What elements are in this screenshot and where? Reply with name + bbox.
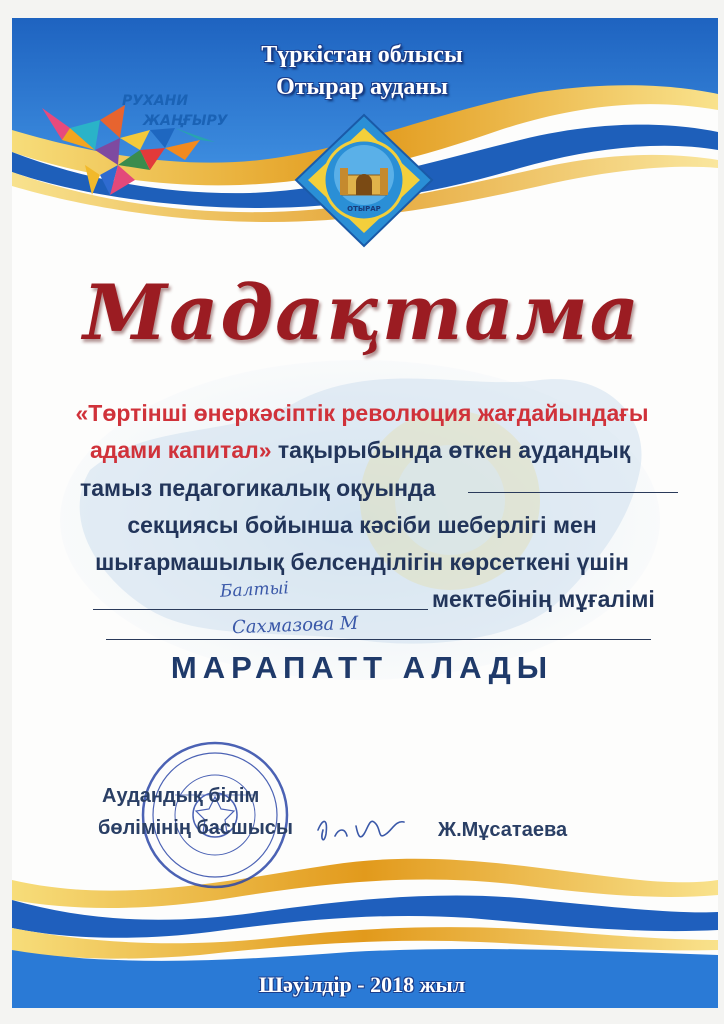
signatory-position-line-1: Аудандық білім (102, 785, 260, 807)
signatory-name: Ж.Мұсатаева (438, 819, 568, 841)
body-line-5: шығармашылық белсенділігін көрсеткені үшін (95, 549, 629, 575)
award-text: МАРАПАТТ АЛАДЫ (170, 650, 554, 685)
brand-line-2: ЖАҢҒЫРУ (143, 113, 228, 129)
body-line-6-suffix: мектебінің мұғалімі (432, 586, 655, 612)
emblem-caption: ОТЫРАР (347, 205, 381, 213)
topic-line-2-rest: тақырыбында өткен аудандық (271, 437, 631, 463)
body-line-4: секциясы бойынша кәсіби шеберлігі мен (127, 512, 597, 538)
brand-line-1: РУХАНИ (122, 93, 189, 109)
topic-line-1: «Төртінші өнеркәсіптік революция жағдайындағы (75, 400, 649, 426)
footer-place-year: Шәуілдір - 2018 жыл (258, 972, 466, 997)
handwritten-name: Сахмазова М (231, 612, 359, 639)
signatory-position-line-2: бөлімінің басшысы (98, 817, 294, 839)
school-blank-line (93, 609, 428, 610)
certificate-title: Мадақтама (82, 268, 642, 357)
district-title: Отырар ауданы (276, 74, 448, 100)
handwritten-school: Балтыі (219, 578, 290, 602)
body-line-3: тамыз педагогикалық оқуында (80, 475, 436, 501)
topic-line-2 (90, 437, 630, 464)
region-title: Түркістан облысы (261, 42, 463, 68)
section-blank-line (468, 492, 678, 493)
topic-line-2-quote: адами капитал» (90, 437, 272, 463)
name-blank-line (106, 639, 651, 640)
